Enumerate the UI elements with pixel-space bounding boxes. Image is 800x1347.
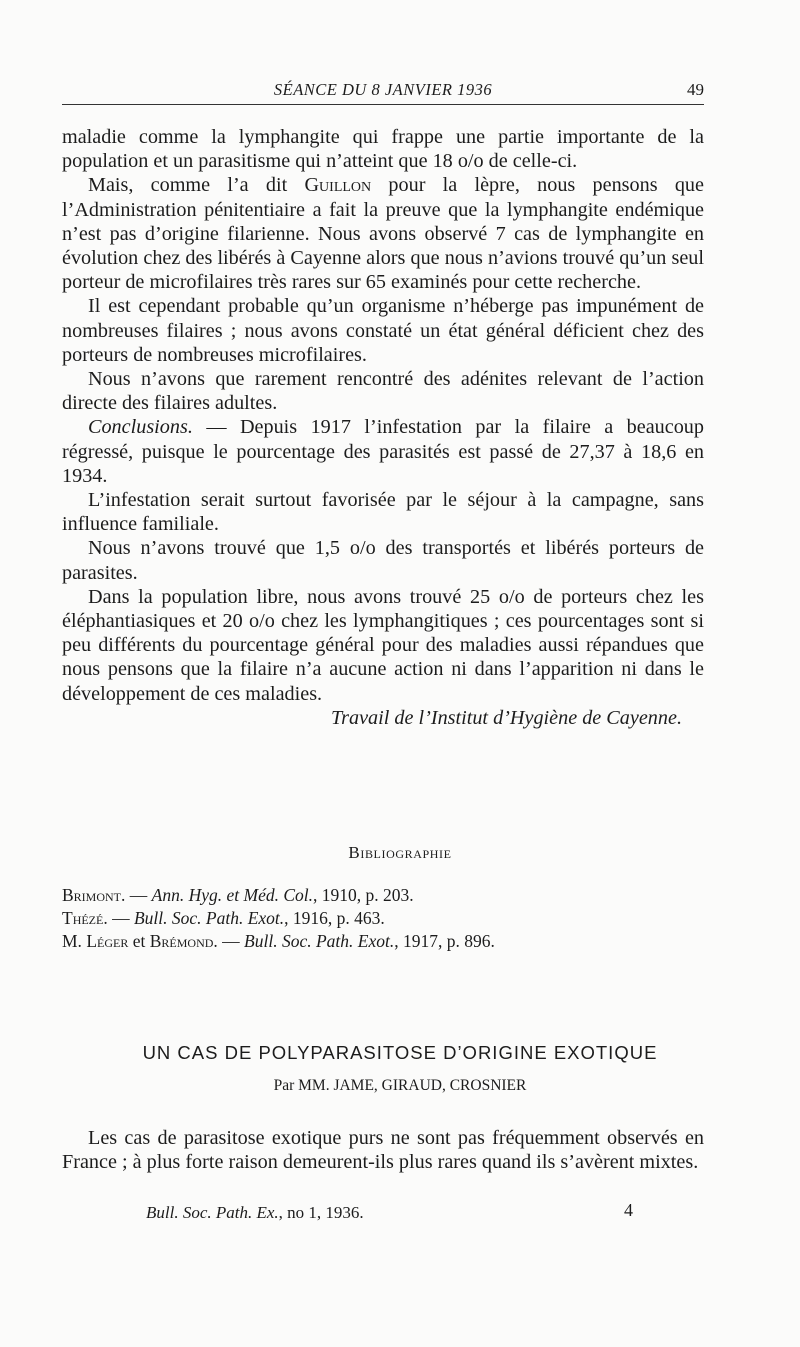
article-title: UN CAS DE POLYPARASITOSE D’ORIGINE EXOTIQUE — [142, 1042, 658, 1063]
paragraph — [62, 173, 704, 294]
author-name: Guillon — [304, 174, 372, 197]
bibliography-entry — [62, 884, 704, 907]
bibliography-heading: Bibliographie — [348, 843, 452, 862]
page-number: 49 — [687, 80, 704, 99]
ref-separator: — — [217, 931, 245, 951]
ref-journal: Bull. Soc. Path. Exot. — [133, 908, 285, 928]
signature-mark: 4 — [624, 1200, 633, 1220]
paragraph: Les cas de parasitose exotique purs ne sont pas fréquemment observés en France ; à plus forte raison demeurent-ils plus rares quand ils s’avèrent mixtes. — [62, 1127, 704, 1174]
paragraph: Il est cependant probable qu’un organisme n’héberge pas impunément de nombreuses filaires ; nous avons constaté un état général déficient chez des porteurs de nombreuses microfilaires. — [62, 295, 704, 366]
ref-separator: — — [107, 908, 134, 928]
text-span: — Depuis 1917 l’infestation par la filaire a beaucoup régressé, puisque le pourcentage des parasités est passé de 27,37 à 18,6 en 1934. — [62, 416, 704, 487]
paragraph: Nous n’avons que rarement rencontré des adénites relevant de l’action directe des filaires adultes. — [62, 368, 704, 415]
page-footer — [146, 1200, 646, 1223]
ref-details: , 1917, p. 896. — [394, 931, 495, 951]
article-body — [62, 1126, 704, 1174]
paragraph: Dans la population libre, nous avons trouvé 25 o/o de porteurs chez les éléphantiasiques et 20 o/o chez les lymphangitiques ; ces pourcentages sont si peu différents du pourcentage général pour des maladies aussi répandues que nous pensons que la filaire n’a aucune action ni dans l’apparition ni dans le développement de ces maladies. — [62, 585, 704, 705]
text-span: pour la lèpre, nous pensons que l’Administration pénitentiaire a fait la preuve que la lymphangite endémique n’est pas d’origine filarienne. Nous avons observé 7 cas de lymphangite en évolution chez des libérés à Cayenne alors que nous n’avions trouvé qu’un seul porteur de microfilaires très rares sur 65 examinés pour cette recherche. — [62, 174, 704, 294]
running-head — [62, 78, 704, 105]
article-authors: Par MM. JAME, GIRAUD, CROSNIER — [273, 1077, 527, 1094]
text-span: Mais, comme l’a dit — [88, 174, 305, 197]
ref-details: , 1916, p. 463. — [284, 908, 385, 928]
bibliography-list — [62, 884, 704, 953]
bibliography-entry — [62, 930, 704, 953]
paragraph: L’infestation serait surtout favorisée par le séjour à la campagne, sans influence familiale. — [62, 489, 704, 536]
ref-author: Léger — [86, 931, 129, 951]
ref-author: Brimont. — [62, 885, 126, 905]
ref-details: , 1910, p. 203. — [313, 885, 414, 905]
ref-journal: Bull. Soc. Path. Exot. — [244, 931, 395, 951]
section-label: Conclusions. — [88, 416, 193, 439]
ref-separator: — — [125, 885, 152, 905]
footer-issue: , no 1, 1936. — [278, 1203, 364, 1222]
ref-author-prefix: M. — [62, 931, 87, 951]
paragraph: Nous n’avons trouvé que 1,5 o/o des transportés et libérés porteurs de parasites. — [62, 537, 704, 584]
institution-signature: Travail de l’Institut d’Hygiène de Cayenne. — [331, 706, 682, 729]
footer-journal: Bull. Soc. Path. Ex. — [146, 1203, 279, 1222]
bibliography-entry — [62, 907, 704, 930]
running-head-title: SÉANCE DU 8 JANVIER 1936 — [273, 80, 493, 99]
ref-journal: Ann. Hyg. et Méd. Col. — [151, 885, 313, 905]
paragraph: maladie comme la lymphangite qui frappe une partie importante de la population et un parasitisme qui n’atteint que 18 o/o de celle-ci. — [62, 126, 704, 173]
ref-author-second: Brémond. — [149, 931, 218, 951]
ref-conjunction: et — [128, 931, 150, 951]
ref-author: Thézé. — [62, 908, 108, 928]
main-text — [62, 125, 704, 730]
paragraph — [62, 415, 704, 488]
